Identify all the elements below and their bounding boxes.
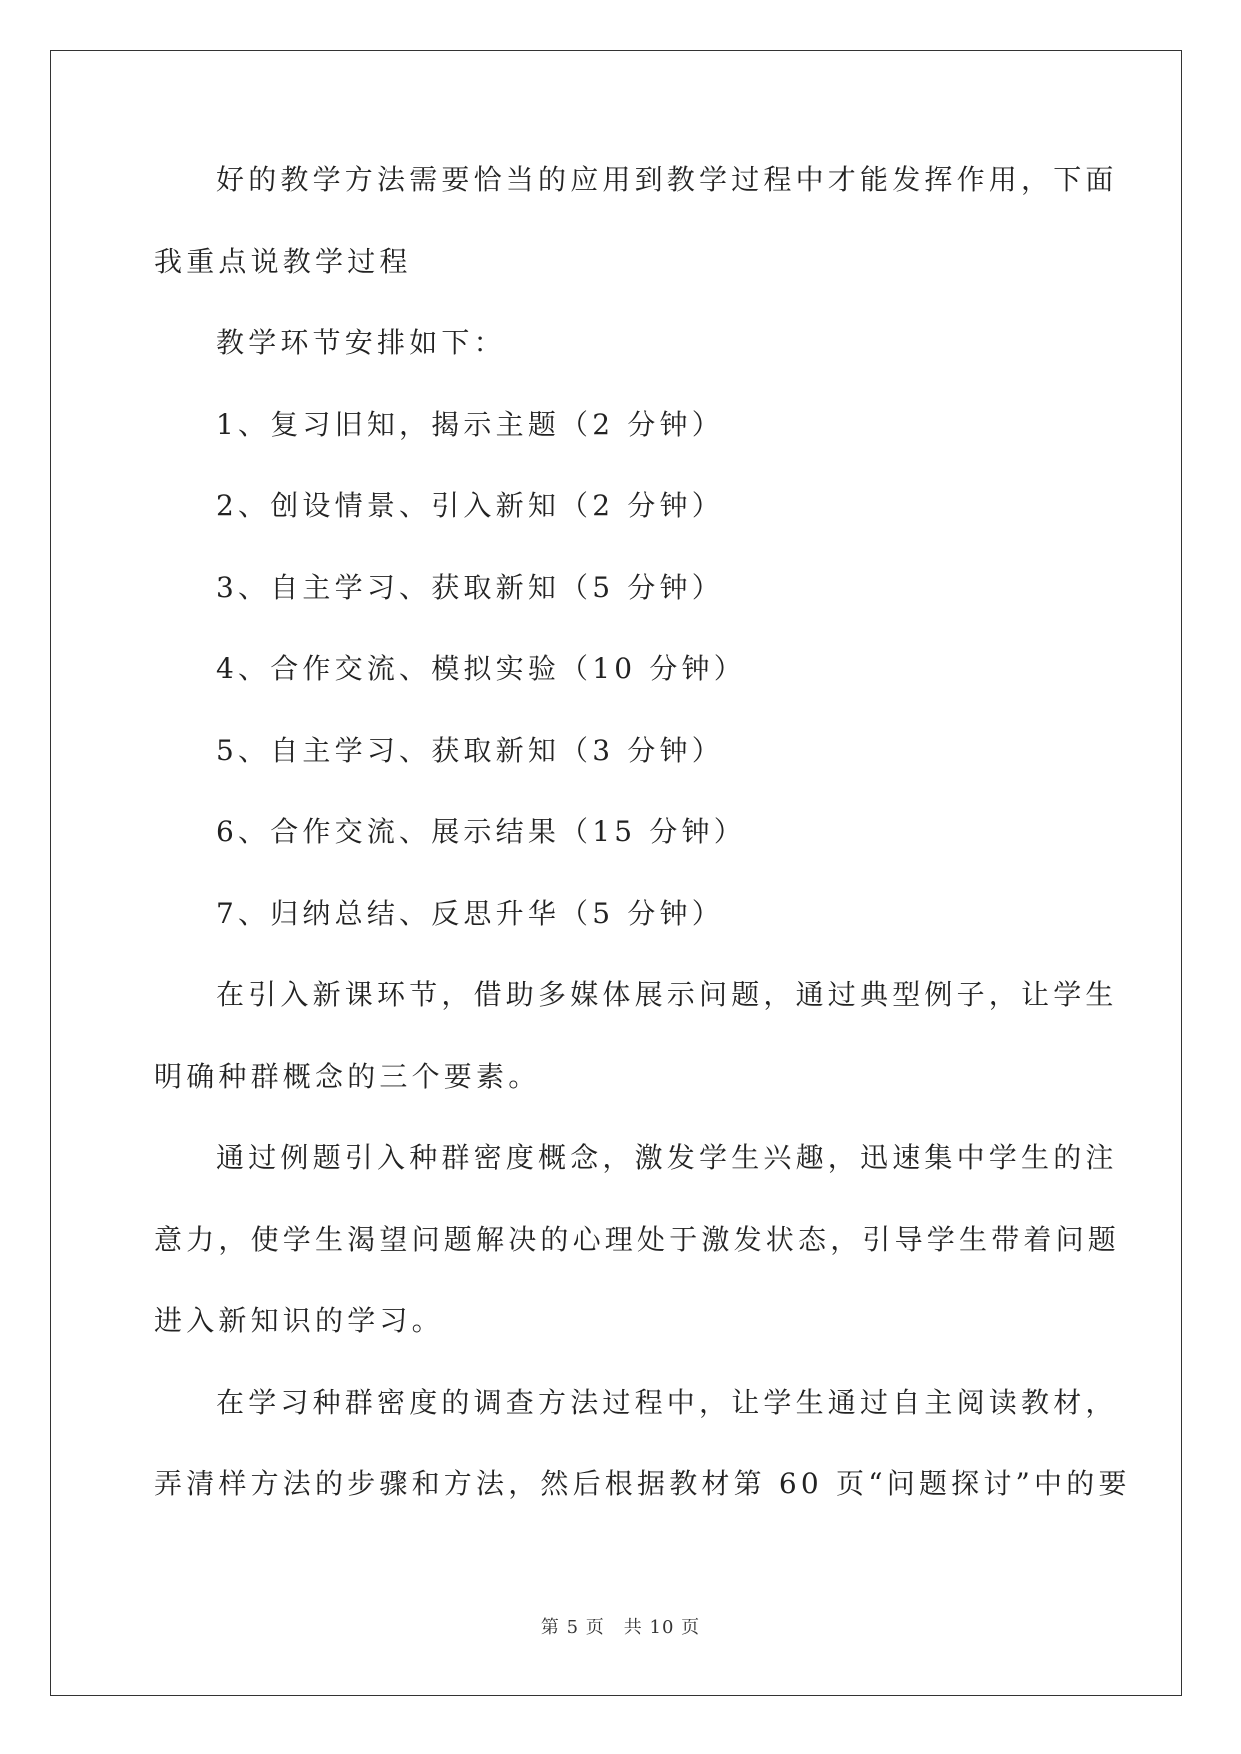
list-item: 2、创设情景、引入新知（2 分钟） bbox=[216, 489, 724, 522]
text-line: 教学环节安排如下： bbox=[216, 326, 506, 359]
list-item: 3、自主学习、获取新知（5 分钟） bbox=[216, 570, 724, 604]
text-line: 我重点说教学过程 bbox=[154, 244, 412, 278]
text-line: 进入新知识的学习。 bbox=[154, 1304, 444, 1337]
page-number-footer: 第 5 页 共 10 页 bbox=[540, 1617, 701, 1638]
text-line: 在学习种群密度的调查方法过程中，让学生通过自主阅读教材， bbox=[216, 1385, 1118, 1419]
text-line: 弄清样方法的步骤和方法，然后根据教材第 60 页“问题探讨”中的要 bbox=[154, 1467, 1131, 1500]
text-line: 明确种群概念的三个要素。 bbox=[154, 1059, 541, 1093]
document-body bbox=[154, 160, 1131, 1546]
text-line: 在引入新课环节，借助多媒体展示问题，通过典型例子，让学生 bbox=[216, 978, 1118, 1011]
list-item: 1、复习旧知，揭示主题（2 分钟） bbox=[216, 407, 724, 441]
text-line: 好的教学方法需要恰当的应用到教学过程中才能发挥作用，下面 bbox=[216, 163, 1118, 196]
text-line: 通过例题引入种群密度概念，激发学生兴趣，迅速集中学生的注 bbox=[216, 1141, 1118, 1174]
list-item: 4、合作交流、模拟实验（10 分钟） bbox=[216, 652, 746, 685]
text-line: 意力，使学生渴望问题解决的心理处于激发状态，引导学生带着问题 bbox=[154, 1222, 1121, 1256]
list-item: 5、自主学习、获取新知（3 分钟） bbox=[216, 733, 724, 767]
list-item: 7、归纳总结、反思升华（5 分钟） bbox=[216, 896, 724, 930]
list-item: 6、合作交流、展示结果（15 分钟） bbox=[216, 815, 746, 848]
